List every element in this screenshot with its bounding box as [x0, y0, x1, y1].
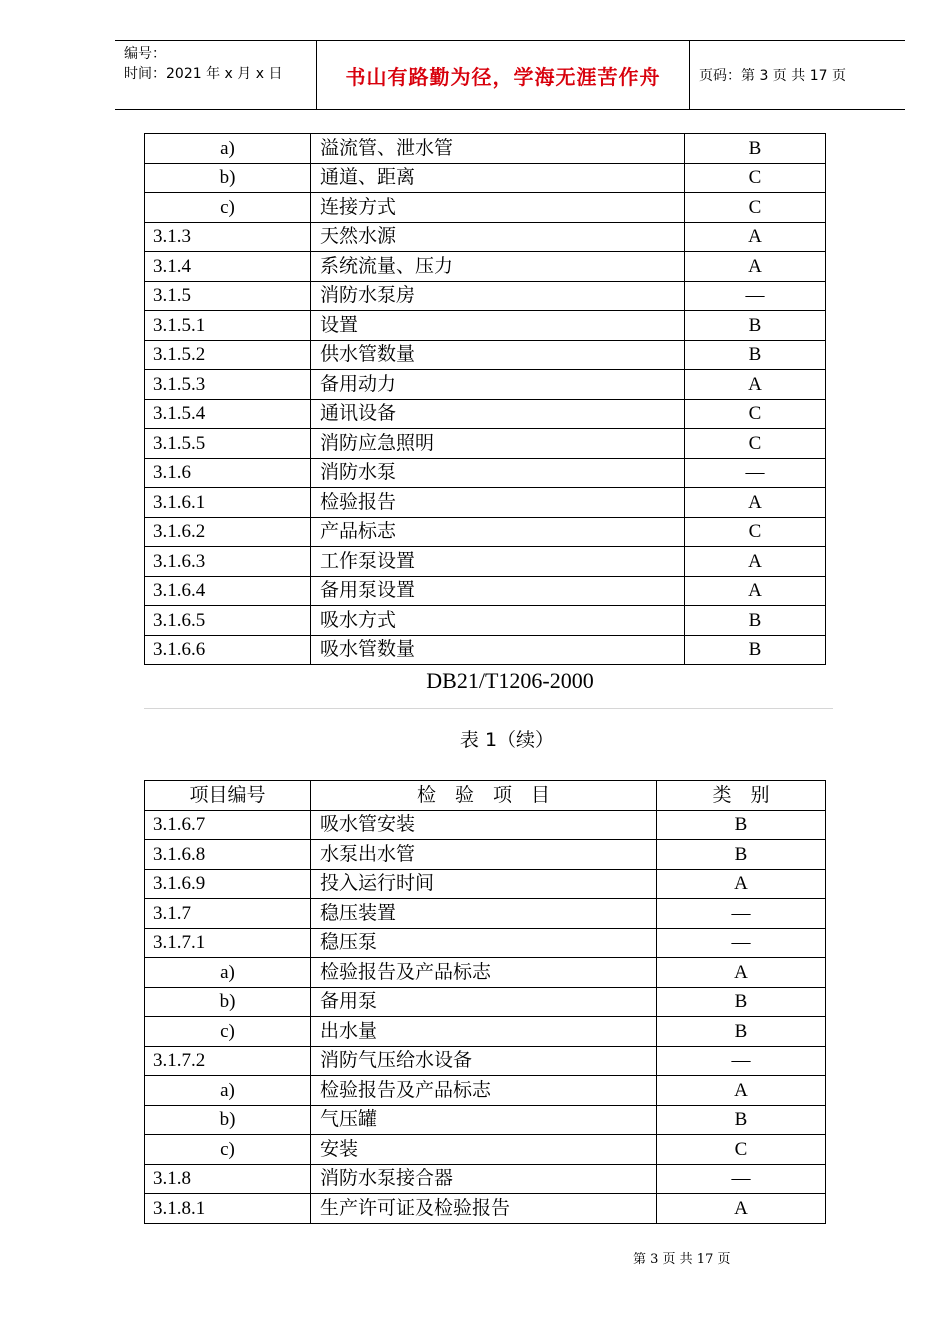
inspection-item: 备用动力: [311, 370, 685, 400]
table-row: [145, 1076, 826, 1106]
number-label: 编号：: [124, 46, 166, 62]
inspection-table-bottom: [144, 780, 826, 1224]
inspection-item: 天然水源: [311, 222, 685, 252]
table-row: [145, 399, 826, 429]
table-row: [145, 1046, 826, 1076]
item-number: 3.1.6.1: [145, 488, 311, 518]
category: C: [685, 163, 826, 193]
category: A: [685, 547, 826, 577]
table-row: [145, 311, 826, 341]
inspection-item: 安装: [311, 1135, 657, 1165]
inspection-item: 出水量: [311, 1017, 657, 1047]
category: B: [685, 134, 826, 164]
table-row: [145, 340, 826, 370]
inspection-table-top: [144, 133, 826, 665]
inspection-item: 气压罐: [311, 1105, 657, 1135]
inspection-item: 消防水泵: [311, 458, 685, 488]
table-row: [145, 1164, 826, 1194]
table-row: [145, 1135, 826, 1165]
category: B: [685, 606, 826, 636]
table-row: [145, 370, 826, 400]
header-cat: 类 别: [657, 781, 826, 811]
table-row: [145, 576, 826, 606]
item-number: 3.1.6.8: [145, 840, 311, 870]
category: B: [657, 987, 826, 1017]
category: B: [657, 1105, 826, 1135]
category: C: [685, 399, 826, 429]
category: A: [685, 370, 826, 400]
inspection-item: 溢流管、泄水管: [311, 134, 685, 164]
item-number: 3.1.6.6: [145, 635, 311, 665]
item-number: b): [145, 987, 311, 1017]
table-row: [145, 429, 826, 459]
time-label: 时间：2021 年 x 月 x 日: [124, 66, 283, 82]
item-number: 3.1.8: [145, 1164, 311, 1194]
inspection-item: 系统流量、压力: [311, 252, 685, 282]
item-number: 3.1.7: [145, 899, 311, 929]
category: B: [657, 810, 826, 840]
inspection-item: 备用泵设置: [311, 576, 685, 606]
table-row: [145, 1017, 826, 1047]
table-row: [145, 488, 826, 518]
category: A: [685, 488, 826, 518]
item-number: 3.1.6.5: [145, 606, 311, 636]
category: —: [685, 458, 826, 488]
category: —: [685, 281, 826, 311]
table-row: [145, 193, 826, 223]
inspection-item: 水泵出水管: [311, 840, 657, 870]
header-page-cell: [690, 41, 905, 109]
item-number: a): [145, 134, 311, 164]
item-number: 3.1.6.9: [145, 869, 311, 899]
table-row: [145, 458, 826, 488]
item-number: 3.1.6.3: [145, 547, 311, 577]
table-header-row: [145, 781, 826, 811]
category: B: [685, 340, 826, 370]
category: —: [657, 1164, 826, 1194]
header-meta-cell: [115, 41, 317, 109]
category: —: [657, 899, 826, 929]
inspection-item: 吸水方式: [311, 606, 685, 636]
category: C: [685, 517, 826, 547]
table-row: [145, 517, 826, 547]
item-number: c): [145, 1017, 311, 1047]
table-row: [145, 134, 826, 164]
inspection-item: 检验报告: [311, 488, 685, 518]
table-row: [145, 606, 826, 636]
category: B: [685, 311, 826, 341]
item-number: a): [145, 1076, 311, 1106]
category: C: [685, 429, 826, 459]
table-row: [145, 635, 826, 665]
inspection-item: 检验报告及产品标志: [311, 958, 657, 988]
table-row: [145, 899, 826, 929]
category: A: [657, 869, 826, 899]
inspection-item: 备用泵: [311, 987, 657, 1017]
category: A: [657, 1194, 826, 1224]
category: —: [657, 928, 826, 958]
category: A: [685, 252, 826, 282]
table-row: [145, 810, 826, 840]
inspection-item: 产品标志: [311, 517, 685, 547]
item-number: 3.1.7.2: [145, 1046, 311, 1076]
item-number: 3.1.6: [145, 458, 311, 488]
page-divider: [144, 708, 833, 709]
category: B: [657, 1017, 826, 1047]
table-row: [145, 547, 826, 577]
category: —: [657, 1046, 826, 1076]
table-row: [145, 252, 826, 282]
item-number: 3.1.4: [145, 252, 311, 282]
inspection-item: 通讯设备: [311, 399, 685, 429]
item-number: 3.1.6.4: [145, 576, 311, 606]
category: C: [657, 1135, 826, 1165]
item-number: a): [145, 958, 311, 988]
category: B: [685, 635, 826, 665]
category: A: [685, 222, 826, 252]
inspection-item: 连接方式: [311, 193, 685, 223]
table-row: [145, 928, 826, 958]
header-num: 项目编号: [145, 781, 311, 811]
inspection-item: 通道、距离: [311, 163, 685, 193]
header-motto-cell: [317, 41, 690, 109]
item-number: 3.1.5: [145, 281, 311, 311]
table-row: [145, 958, 826, 988]
category: A: [657, 958, 826, 988]
inspection-item: 消防水泵房: [311, 281, 685, 311]
inspection-item: 稳压装置: [311, 899, 657, 929]
table-row: [145, 1194, 826, 1224]
item-number: 3.1.5.1: [145, 311, 311, 341]
inspection-item: 消防气压给水设备: [311, 1046, 657, 1076]
item-number: 3.1.7.1: [145, 928, 311, 958]
category: A: [685, 576, 826, 606]
item-number: b): [145, 163, 311, 193]
category: B: [657, 840, 826, 870]
inspection-item: 吸水管数量: [311, 635, 685, 665]
table-row: [145, 163, 826, 193]
item-number: 3.1.3: [145, 222, 311, 252]
table-caption: 表 1（续）: [459, 729, 555, 751]
item-number: 3.1.6.2: [145, 517, 311, 547]
document-code: DB21/T1206-2000: [426, 668, 594, 693]
table-row: [145, 222, 826, 252]
header-item: 检 验 项 目: [311, 781, 657, 811]
item-number: c): [145, 193, 311, 223]
page-header: [115, 40, 905, 110]
inspection-item: 供水管数量: [311, 340, 685, 370]
page-footer: 第 3 页 共 17 页: [633, 1252, 731, 1267]
item-number: 3.1.6.7: [145, 810, 311, 840]
inspection-item: 消防水泵接合器: [311, 1164, 657, 1194]
item-number: 3.1.5.5: [145, 429, 311, 459]
inspection-item: 投入运行时间: [311, 869, 657, 899]
table-row: [145, 987, 826, 1017]
inspection-item: 吸水管安装: [311, 810, 657, 840]
category: A: [657, 1076, 826, 1106]
category: C: [685, 193, 826, 223]
table-row: [145, 1105, 826, 1135]
inspection-item: 设置: [311, 311, 685, 341]
page-label: 页码：第 3 页 共 17 页: [699, 68, 846, 84]
item-number: 3.1.5.3: [145, 370, 311, 400]
motto: 书山有路勤为径，学海无涯苦作舟: [345, 64, 661, 89]
item-number: 3.1.8.1: [145, 1194, 311, 1224]
table-row: [145, 281, 826, 311]
item-number: b): [145, 1105, 311, 1135]
inspection-item: 稳压泵: [311, 928, 657, 958]
inspection-item: 检验报告及产品标志: [311, 1076, 657, 1106]
table-row: [145, 840, 826, 870]
inspection-item: 工作泵设置: [311, 547, 685, 577]
item-number: 3.1.5.2: [145, 340, 311, 370]
table-row: [145, 869, 826, 899]
item-number: 3.1.5.4: [145, 399, 311, 429]
item-number: c): [145, 1135, 311, 1165]
inspection-item: 消防应急照明: [311, 429, 685, 459]
inspection-item: 生产许可证及检验报告: [311, 1194, 657, 1224]
